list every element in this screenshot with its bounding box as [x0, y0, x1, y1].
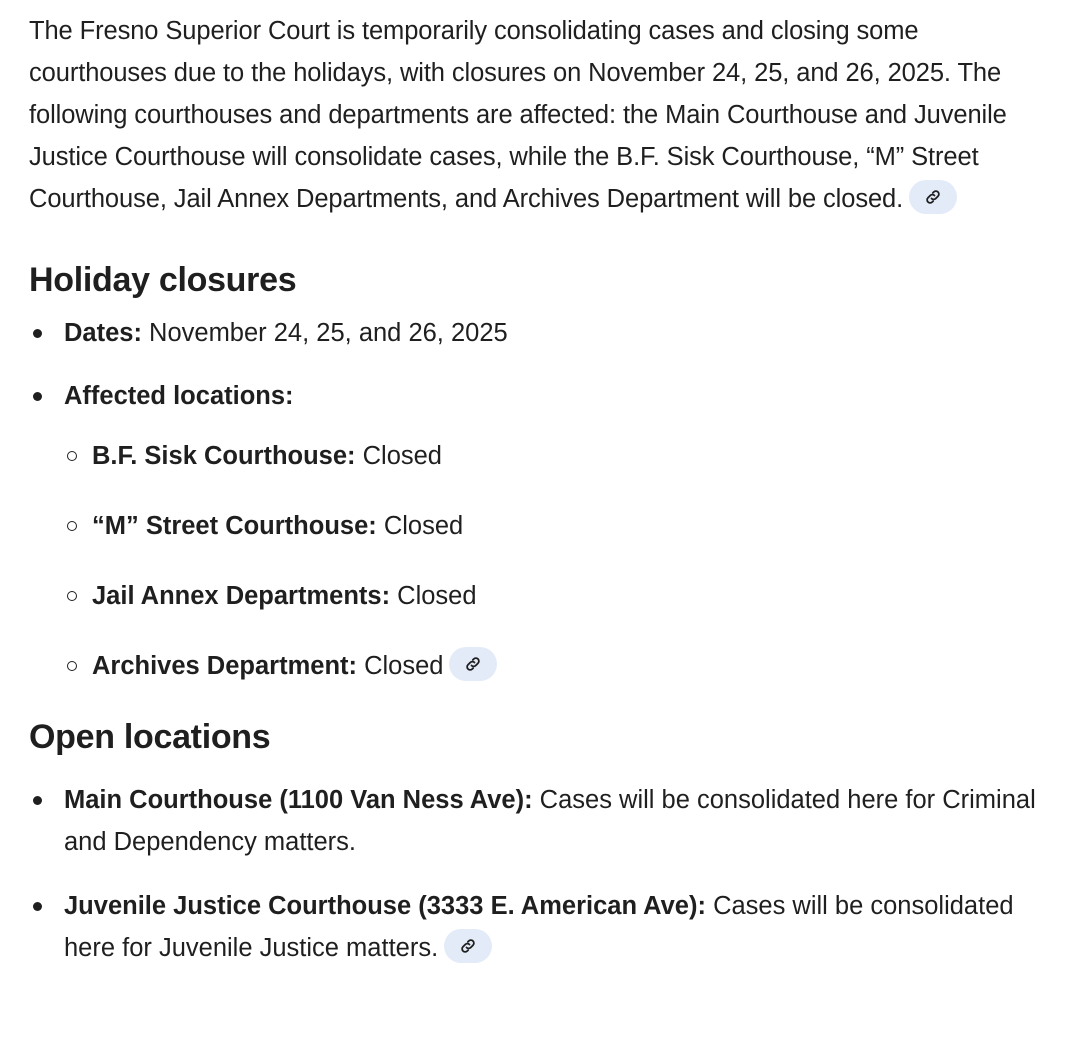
link-icon — [464, 655, 482, 673]
open-location-desc: Cases will be consolidated here for Criminal and Dependency matters. — [64, 786, 1036, 856]
source-link-chip[interactable] — [909, 180, 957, 214]
holiday-list — [29, 312, 1052, 687]
open-location-name: Juvenile Justice Courthouse (3333 E. American Ave): — [64, 892, 706, 920]
open-locations-heading: Open locations — [29, 718, 271, 756]
location-status: Closed — [390, 582, 477, 610]
location-name: “M” Street Courthouse: — [92, 512, 377, 540]
location-status: Closed — [376, 512, 464, 540]
link-icon — [924, 188, 942, 206]
intro-text: The Fresno Superior Court is temporarily consolidating cases and closing some courthouses due to the holidays, with closures on November 24, 25, and 26, 2025. The following courthouses and departments are affected: the Main Courthouse and Juvenile Justice Courthouse will consolidate cases, while the B.F. Sisk Courthouse, “M” Street Courthouse, Jail Annex Departments, and Archives Department will be closed. — [29, 17, 1007, 213]
list-item — [29, 779, 1052, 863]
location-name: Jail Annex Departments: — [92, 582, 391, 610]
list-item — [64, 645, 1052, 687]
holiday-closures-heading: Holiday closures — [29, 261, 297, 299]
open-location-name: Main Courthouse (1100 Van Ness Ave): — [64, 786, 533, 814]
intro-paragraph — [29, 10, 1052, 220]
location-status: Closed — [357, 652, 444, 680]
list-item — [64, 435, 1052, 477]
list-item — [64, 505, 1052, 547]
affected-locations-list — [64, 435, 1052, 687]
source-link-chip[interactable] — [444, 929, 492, 963]
dates-label: Dates: — [64, 319, 142, 347]
dates-item — [29, 312, 1052, 354]
list-item — [64, 575, 1052, 617]
source-link-chip[interactable] — [449, 647, 497, 681]
location-status: Closed — [355, 442, 442, 470]
location-name: Archives Department: — [92, 652, 357, 680]
link-icon — [459, 937, 477, 955]
location-name: B.F. Sisk Courthouse: — [92, 442, 356, 470]
list-item — [29, 885, 1052, 969]
affected-locations-item — [29, 375, 1052, 687]
dates-value: November 24, 25, and 26, 2025 — [141, 319, 508, 347]
open-locations-list — [29, 779, 1052, 969]
open-location-desc: Cases will be consolidated here for Juvenile Justice matters. — [64, 892, 1014, 962]
affected-label: Affected locations: — [64, 382, 294, 410]
